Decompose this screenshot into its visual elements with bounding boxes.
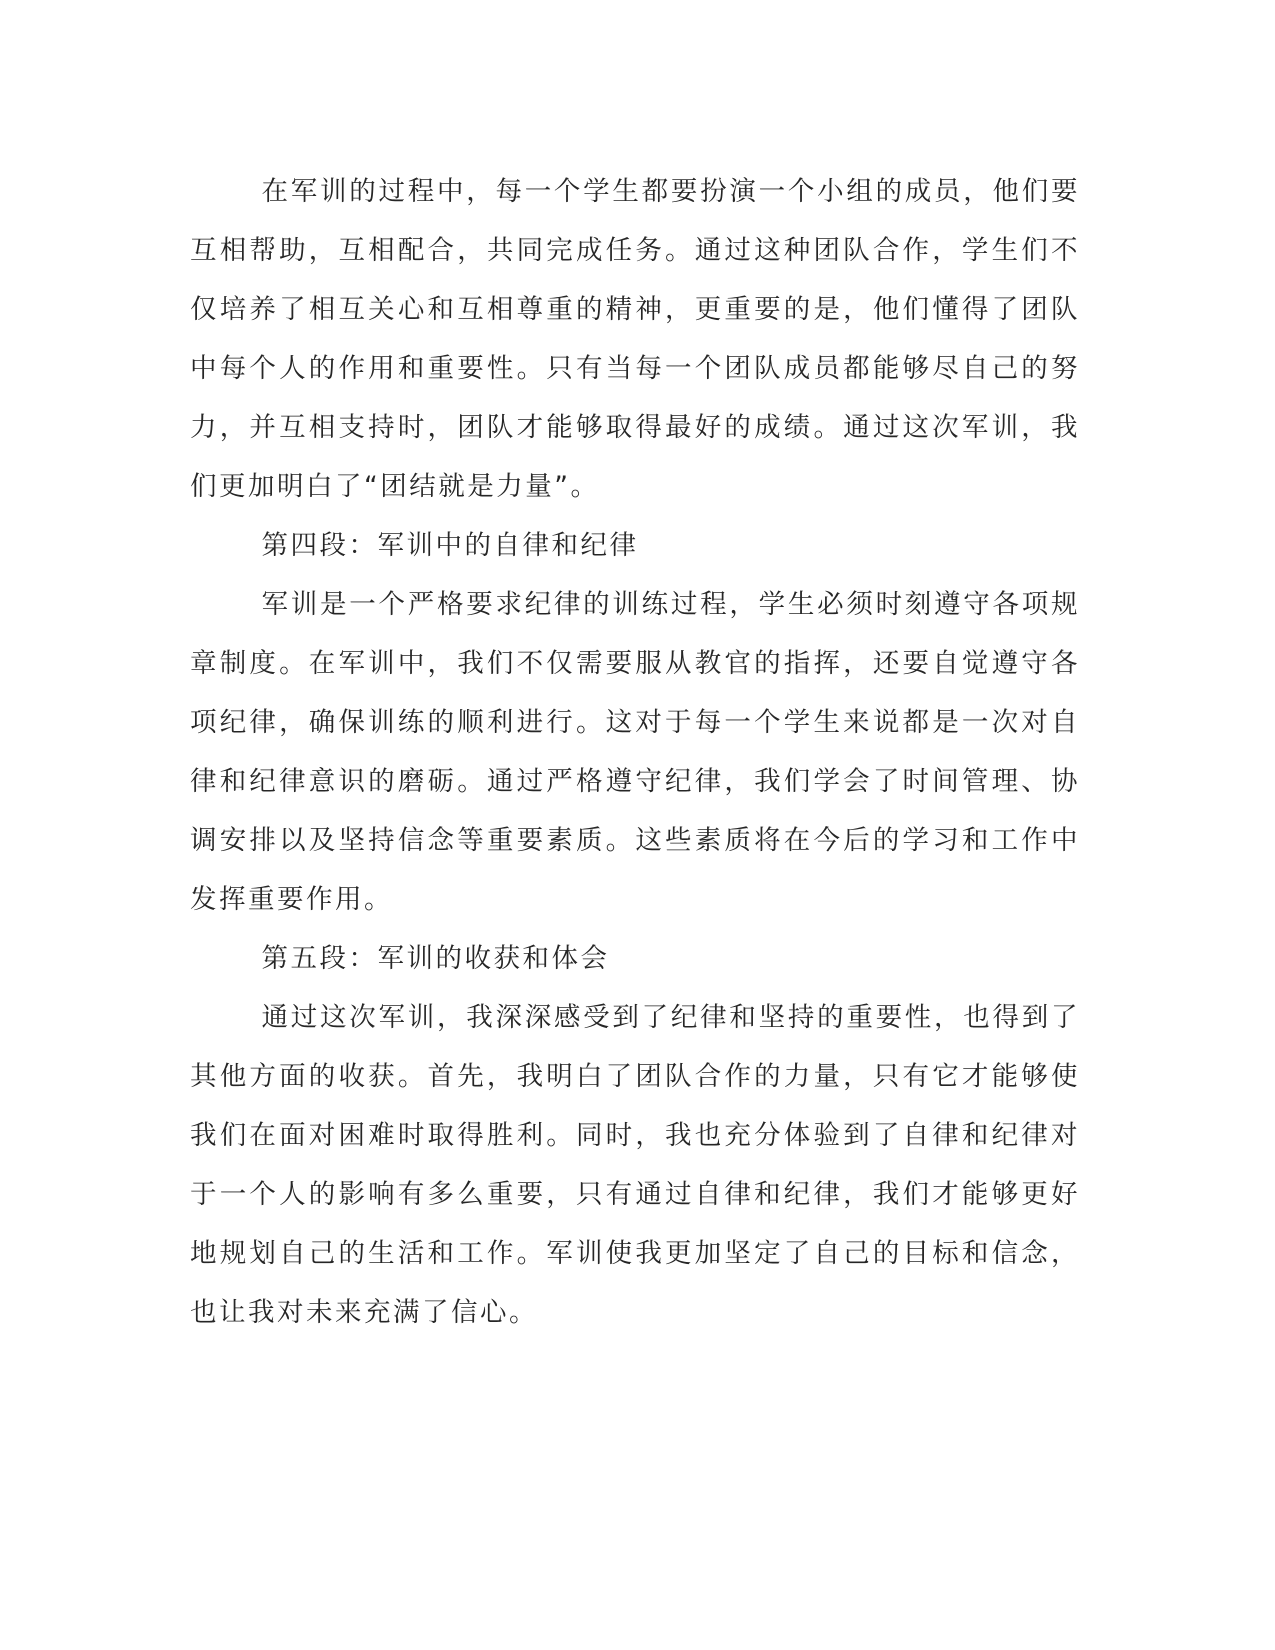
section-heading-5: 第五段：军训的收获和体会 <box>261 943 610 974</box>
paragraph-discipline: 军训是一个严格要求纪律的训练过程，学生必须时刻遵守各项规章制度。在军训中，我们不仅需要服从教官的指挥，还要自觉遵守各项纪律，确保训练的顺利进行。这对于每一个学生来说都是一次对自律和纪律意识的磨砺。通过严格遵守纪律，我们学会了时间管理、协调安排以及坚持信念等重要素质。这些素质将在今后的学习和工作中发挥重要作用。 <box>190 589 1080 915</box>
paragraph-teamwork: 在军训的过程中，每一个学生都要扮演一个小组的成员，他们要互相帮助，互相配合，共同完成任务。通过这种团队合作，学生们不仅培养了相互关心和互相尊重的精神，更重要的是，他们懂得了团队中每个人的作用和重要性。只有当每一个团队成员都能够尽自己的努力，并互相支持时，团队才能够取得最好的成绩。通过这次军训，我们更加明白了“团结就是力量”。 <box>190 176 1080 502</box>
paragraph-gains: 通过这次军训，我深深感受到了纪律和坚持的重要性，也得到了其他方面的收获。首先，我明白了团队合作的力量，只有它才能够使我们在面对困难时取得胜利。同时，我也充分体验到了自律和纪律对于一个人的影响有多么重要，只有通过自律和纪律，我们才能够更好地规划自己的生活和工作。军训使我更加坚定了自己的目标和信念，也让我对未来充满了信心。 <box>190 1002 1080 1328</box>
document-body <box>190 162 1080 1342</box>
section-heading-4: 第四段：军训中的自律和纪律 <box>261 530 639 561</box>
